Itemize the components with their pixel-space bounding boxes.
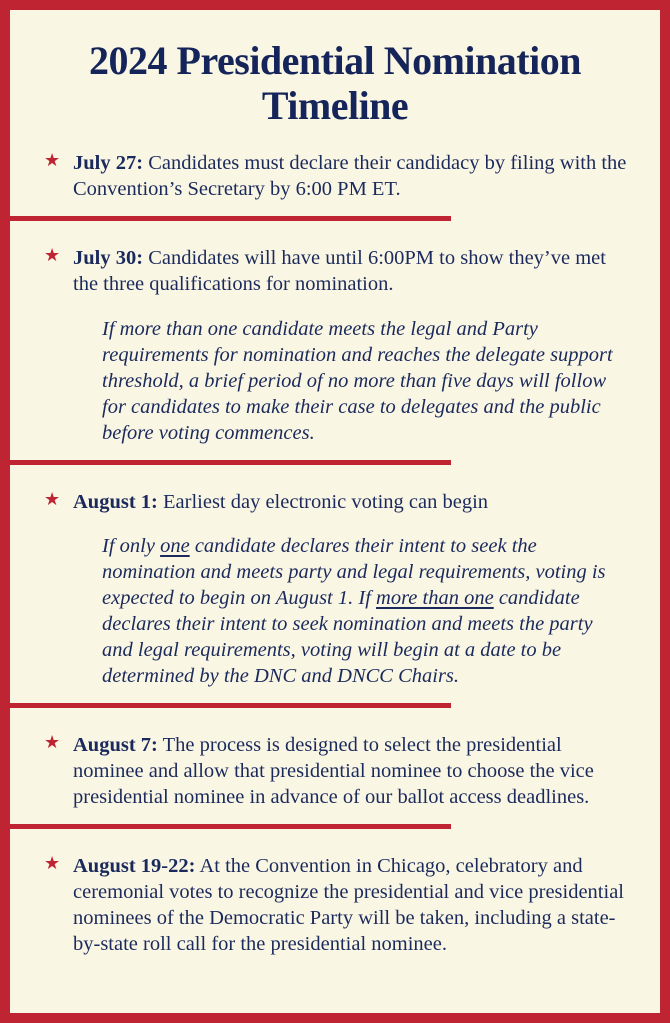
timeline-entry-july-27 xyxy=(10,150,634,202)
entry-date: August 19-22: xyxy=(73,854,196,877)
entry-date: August 1: xyxy=(73,490,158,513)
page-title xyxy=(28,38,642,128)
entry-text: Candidates must declare their candidacy by filing with the Convention’s Secretary by 6:00 PM ET. xyxy=(73,152,627,201)
star-icon: ★ xyxy=(44,488,61,509)
entry-date: August 7: xyxy=(73,733,158,756)
star-icon: ★ xyxy=(44,731,61,752)
divider xyxy=(0,703,451,708)
star-icon: ★ xyxy=(44,150,61,171)
timeline-entry-august-19-22 xyxy=(10,853,634,957)
page-title-line2: Timeline xyxy=(261,83,409,129)
timeline-entry-august-7 xyxy=(10,732,634,810)
entry-text: The process is designed to select the presidential nominee and allow that presidential nominee to choose the vice presidential nominee in advance of our ballot access deadlines. xyxy=(73,733,594,808)
star-icon: ★ xyxy=(44,245,61,266)
note-segment: If only xyxy=(102,534,161,557)
timeline-entry-july-30 xyxy=(10,245,634,297)
page-title-line1: 2024 Presidential Nomination xyxy=(89,38,581,83)
entry-date: July 30: xyxy=(73,247,144,270)
entry-note xyxy=(102,533,622,689)
entry-text: At the Convention in Chicago, celebratory and ceremonial votes to recognize the presidential and vice presidential nominees of the Democratic Party will be taken, including a state-by-state roll call for the presidential nominee. xyxy=(73,854,624,956)
divider xyxy=(0,460,451,465)
entry-date: July 27: xyxy=(73,152,144,175)
entry-note: If more than one candidate meets the legal and Party requirements for nomination and reaches the delegate support threshold, a brief period of no more than five days will follow for candidates to make their case to delegates and the public before voting commences. xyxy=(102,317,613,444)
divider xyxy=(0,216,451,221)
note-segment: candidate declares their intent to seek the nomination and meets party and legal requirements, voting is expected to begin on August 1. If xyxy=(102,534,606,609)
entry-text: Earliest day electronic voting can begin xyxy=(163,490,489,513)
entry-text: Candidates will have until 6:00PM to show they’ve met the three qualifications for nomination. xyxy=(73,247,606,296)
note-segment: candidate declares their intent to seek nomination and meets the party and legal requirements, voting will begin at a date to be determined by the DNC and DNCC Chairs. xyxy=(102,586,593,687)
note-segment-underlined: more than one xyxy=(376,586,494,609)
timeline-entry-august-1 xyxy=(10,489,634,515)
divider xyxy=(0,824,451,829)
note-segment-underlined: one xyxy=(160,534,190,557)
star-icon: ★ xyxy=(44,852,61,873)
